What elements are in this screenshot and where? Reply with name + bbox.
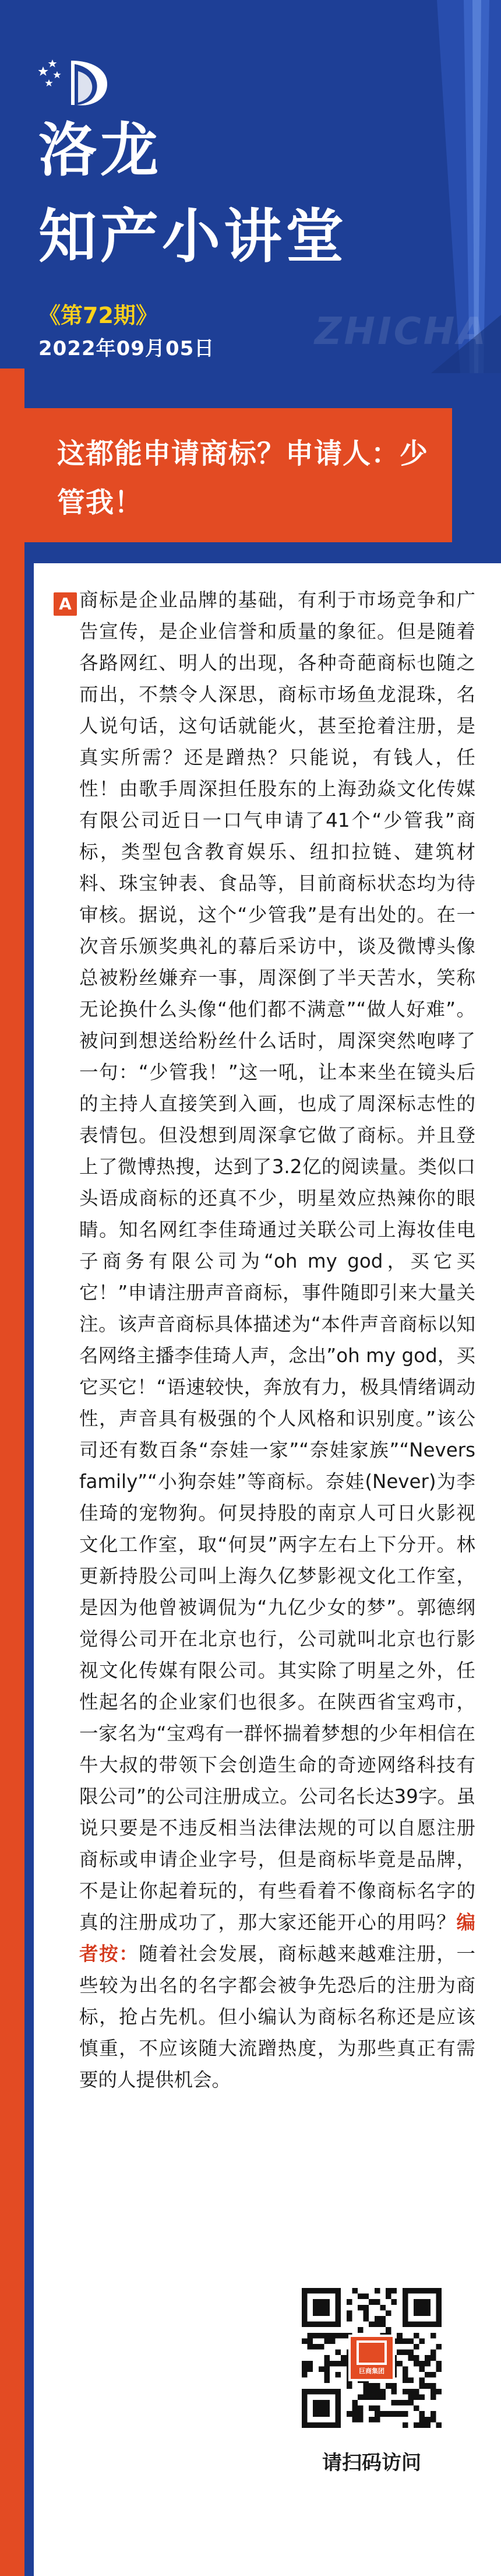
editor-note-label-text: 编者按 bbox=[79, 1911, 475, 1965]
article-card bbox=[34, 563, 501, 2576]
watermark-text: ZHICHA bbox=[315, 310, 488, 353]
qr-center-logo-icon bbox=[357, 2340, 387, 2365]
publish-date: 2022年09月05日 bbox=[38, 337, 215, 360]
qr-center-logo bbox=[348, 2335, 395, 2381]
answer-badge: A bbox=[54, 592, 77, 616]
page-title-line-2: 知产小讲堂 bbox=[38, 202, 347, 271]
headline-banner bbox=[24, 408, 452, 542]
editor-note-colon: ： bbox=[119, 1943, 139, 1965]
article-body-text: 商标是企业品牌的基础，有利于市场竞争和广告宣传，是企业信誉和质量的象征。但是随着各路网红、明人的出现，各种奇葩商标也随之而出，不禁令人深思，商标市场鱼龙混珠，名人说句话，这句话就能火，甚至抢着注册，是真实所需？还是蹭热？只能说，有钱人，任性！由歌手周深担任股东的上海劲焱文化传媒有限公司近日一口气申请了41个“少管我”商标，类型包含教育娱乐、纽扣拉链、建筑材料、珠宝钟表、食品等，目前商标状态均为待审核。据说，这个“少管我”是有出处的。在一次音乐颁奖典礼的幕后采访中，谈及微博头像总被粉丝嫌弃一事，周深倒了半天苦水，笑称无论换什么头像“他们都不满意”“做人好难”。被问到想送给粉丝什么话时，周深突然咆哮了一句：“少管我！”这一吼，让本来坐在镜头后的主持人直接笑到入画，也成了周深标志性的表情包。但没想到周深拿它做了商标。并且登上了微博热搜，达到了3.2亿的阅读量。类似口头语成商标的还真不少，明星效应热辣你的眼睛。知名网红李佳琦通过关联公司上海妆佳电子商务有限公司为“oh my god，买它买它！”申请注册声音商标，事件随即引来大量关注。该声音商标具体描述为“本件声音商标以知名网络主播李佳琦人声，念出”oh my god，买它买它！“语速较快，奔放有力，极具情绪调动性，声音具有极强的个人风格和识别度。”该公司还有数百条“奈娃一家”“奈娃家族”“Nevers family”“小狗奈娃”等商标。奈娃(Never)为李佳琦的宠物狗。何炅持股的南京人可日火影视文化工作室，取“何炅”两字左右上下分开。林更新持股公司叫上海久亿梦影视文化工作室，是因为他曾被调侃为“九亿少女的梦”。郭德纲觉得公司开在北京也行，公司就叫北京也行影视文化传媒有限公司。其实除了明星之外，任性起名的企业家们也很多。在陕西省宝鸡市，一家名为“宝鸡有一群怀揣着梦想的少年相信在牛大叔的带领下会创造生命的奇迹网络科技有限公司”的公司注册成立。公司名长达39字。虽说只要是不违反相当法律法规的可以自愿注册商标或申请企业字号，但是商标毕竟是品牌，不是让你起着玩的，有些看着不像商标名字的真的注册成功了，那大家还能开心的用吗？ bbox=[79, 589, 475, 1933]
issue-number: 《第72期》 bbox=[38, 303, 158, 328]
article-card-inner bbox=[34, 563, 501, 2576]
qr-center-label: 巨商集团 bbox=[359, 2367, 384, 2375]
editor-note-text: 随着社会发展，商标越来越难注册，一些较为出名的名字都会被争先恐后的注册为商标，抢占先机。但小编认为商标名称还是应该慎重，不应该随大流蹭热度，为那些真正有需要的人提供机会。 bbox=[79, 1943, 475, 2091]
logo-icon bbox=[38, 56, 114, 108]
header bbox=[0, 0, 501, 373]
qr-code[interactable] bbox=[302, 2288, 442, 2428]
page-title-line-1: 洛龙 bbox=[38, 116, 162, 184]
headline: 这都能申请商标？申请人：少管我！ bbox=[57, 437, 429, 519]
left-accent-bar bbox=[0, 368, 24, 2576]
article-body bbox=[79, 584, 475, 2096]
qr-caption: 请扫码访问 bbox=[322, 2451, 421, 2475]
